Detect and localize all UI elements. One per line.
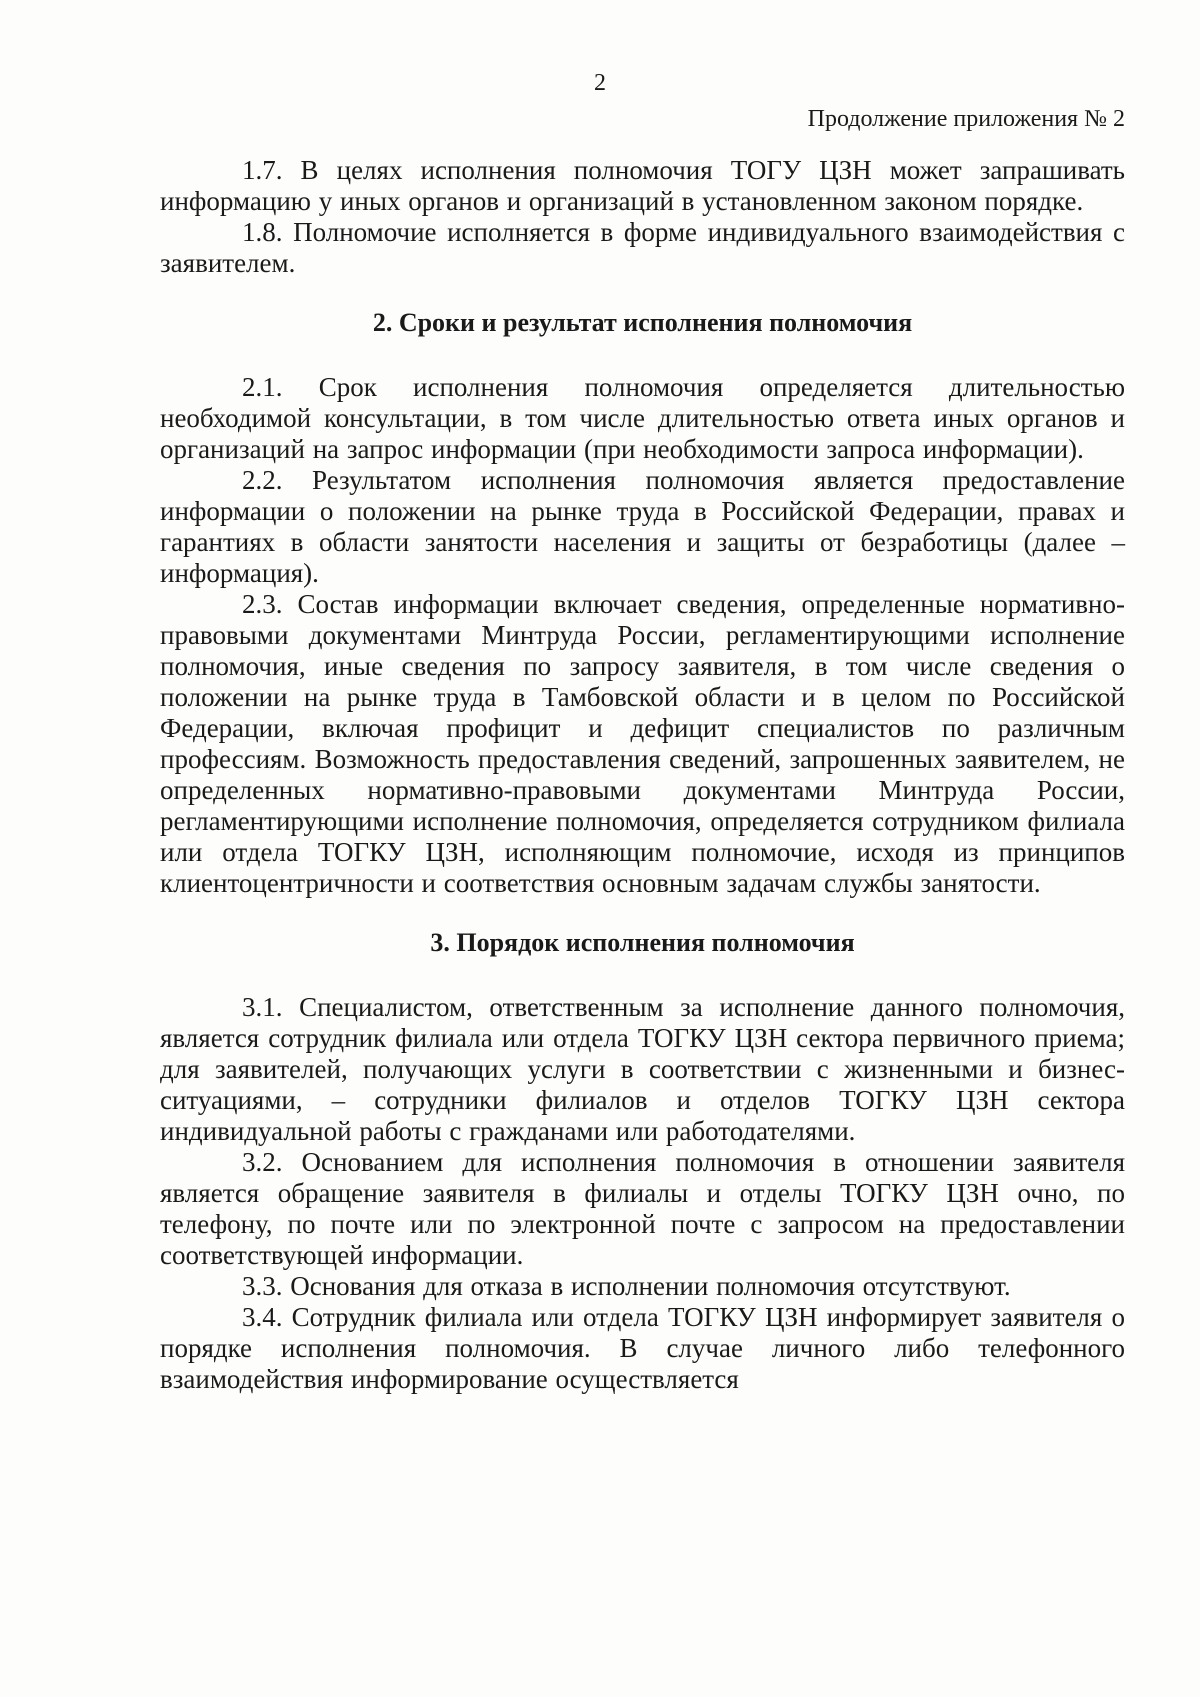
paragraph-3-3: 3.3. Основания для отказа в исполнении полномочия отсутствуют. xyxy=(242,1271,1011,1301)
section-heading-3: 3. Порядок исполнения полномочия xyxy=(430,928,855,957)
paragraph-2-1: 2.1. Срок исполнения полномочия определяется длительностью необходимой консультации, в том числе длительностью ответа иных органов и организаций на запрос информации (при необходимости запроса информации). xyxy=(160,372,1125,464)
paragraph-3-2: 3.2. Основанием для исполнения полномочия в отношении заявителя является обращение заявителя в филиалы и отделы ТОГКУ ЦЗН очно, по телефону, по почте или по электронной почте с запросом на предоставлении соответствующей информации. xyxy=(160,1147,1125,1270)
section-heading-2: 2. Сроки и результат исполнения полномочия xyxy=(372,308,913,337)
paragraph-3-4: 3.4. Сотрудник филиала или отдела ТОГКУ ЦЗН информирует заявителя о порядке исполнения полномочия. В случае личного либо телефонного взаимодействия информирование осуществляется xyxy=(160,1302,1125,1394)
appendix-note: Продолжение приложения № 2 xyxy=(807,106,1125,132)
paragraph-2-2: 2.2. Результатом исполнения полномочия является предоставление информации о положении на рынке труда в Российской Федерации, правах и гарантиях в области занятости населения и защиты от безработицы (далее – информация). xyxy=(160,465,1125,588)
page-number: 2 xyxy=(594,70,606,96)
paragraph-2-3: 2.3. Состав информации включает сведения, определенные нормативно-правовыми документами Минтруда России, регламентирующими исполнение полномочия, иные сведения по запросу заявителя, в том числе сведения о положении на рынке труда в Тамбовской области и в целом по Российской Федерации, включая профицит и дефицит специалистов по различным профессиям. Возможность предоставления сведений, запрошенных заявителем, не определенных нормативно-правовыми документами Минтруда России, регламентирующими исполнение полномочия, определяется сотрудником филиала или отдела ТОГКУ ЦЗН, исполняющим полномочие, исходя из принципов клиентоцентричности и соответствия основным задачам службы занятости. xyxy=(160,589,1125,898)
paragraph-3-1: 3.1. Специалистом, ответственным за исполнение данного полномочия, является сотрудник филиала или отдела ТОГКУ ЦЗН сектора первичного приема; для заявителей, получающих услуги в соответствии с жизненными и бизнес-ситуациями, – сотрудники филиалов и отделов ТОГКУ ЦЗН сектора индивидуальной работы с гражданами или работодателями. xyxy=(160,992,1125,1146)
paragraph-1-8: 1.8. Полномочие исполняется в форме индивидуального взаимодействия с заявителем. xyxy=(160,217,1125,278)
document-body xyxy=(160,155,1125,1395)
paragraph-1-7: 1.7. В целях исполнения полномочия ТОГУ ЦЗН может запрашивать информацию у иных органов и организаций в установленном законом порядке. xyxy=(160,155,1125,216)
